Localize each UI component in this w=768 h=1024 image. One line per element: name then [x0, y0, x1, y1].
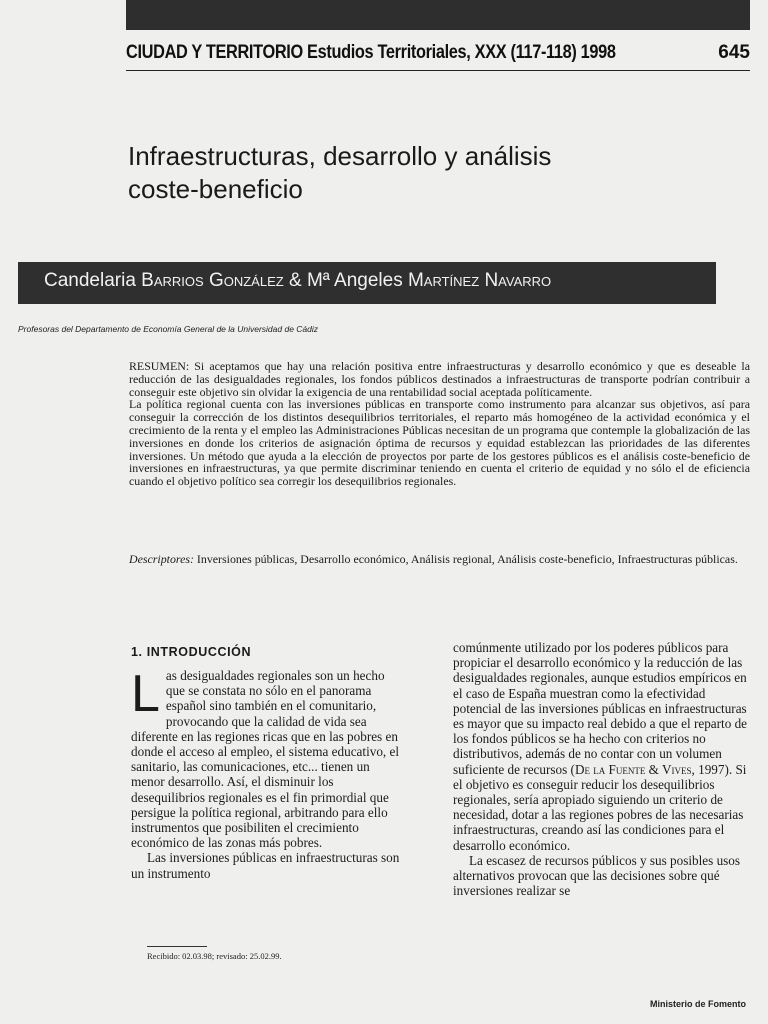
right-paragraph-1 [453, 640, 748, 853]
publisher-footer: Ministerio de Fomento [649, 999, 746, 1009]
abstract [129, 360, 750, 488]
author-1-first-name: Candelaria [44, 270, 142, 291]
running-header [126, 36, 750, 71]
authors-banner [18, 262, 716, 304]
page-number: 645 [718, 42, 750, 63]
abstract-paragraph-1: RESUMEN: Si aceptamos que hay una relación positiva entre infraestructuras y desarrollo económico y que es deseable la reducción de las desigualdades regionales, los fondos públicos destinados a infraestructuras de transporte podrían contribuir a conseguir este objetivo sin olvidar la exigencia de una rentabilidad social aceptada políticamente. [129, 359, 750, 399]
author-1-surname: Barrios González [141, 270, 284, 291]
intro-paragraph-2: Las inversiones públicas en infraestructuras son un instrumento [131, 850, 400, 881]
author-affiliation: Profesoras del Departamento de Economía General de la Universidad de Cádiz [18, 324, 319, 334]
abstract-paragraph-2: La política regional cuenta con las inversiones públicas en transporte como instrumento para alcanzar sus objetivos, así para conseguir la corrección de los distintos desequilibrios territoriales, el reparto más homogéneo de la actividad económica y el crecimiento de la renta y el empleo las Administraciones Públicas necesitan de un programa que contemple la globalización de las inversiones en donde los criterios de asignación óptima de recursos y equidad establezcan las prioridades de las diferentes inversiones. Un método que ayuda a la elección de proyectos por parte de los gestores públicos es el análisis coste-beneficio de inversiones en infraestructuras, ya que permite discriminar teniendo en cuenta el criterio de equidad y no sólo el de eficiencia cuando el objetivo político sea corregir los desequilibrios regionales. [129, 397, 750, 489]
right-paragraph-2: La escasez de recursos públicos y sus posibles usos alternativos provocan que las decisiones sobre qué inversiones realizar se [453, 852, 741, 899]
article-title-line-1: Infraestructuras, desarrollo y análisis [128, 141, 552, 171]
header-black-bar [126, 0, 750, 30]
body-column-left [131, 665, 404, 881]
intro-paragraph-1-text: as desigualdades regionales son un hecho que se constata no sólo en el panorama español sino también en el comunitario, provocando que la calidad de vida sea diferente en las regiones ricas que en las pobres en donde el acceso al empleo, el sistema educativo, el sanitario, las comunicaciones, etc... tienen un menor desarrollo. Así, el disminuir los desequilibrios regionales es el fin primordial que persigue la política regional, arbitrando para ello instrumentos que posibiliten el crecimiento económico de las zonas más pobres. [131, 668, 400, 851]
right-paragraph-1-text-b: , 1997). Si el objetivo es conseguir reducir los desequilibrios regionales, sería apropiado siguiendo un criterio de necesidad, dotar a las regiones pobres de las necesarias infraestructuras, creando así las condiciones para el desarrollo económico. [453, 761, 747, 853]
body-column-right [453, 640, 748, 898]
descriptors-label: Descriptores: [129, 552, 194, 566]
article-title [128, 140, 728, 206]
section-heading: 1. INTRODUCCIÓN [131, 645, 252, 659]
citation: De la Fuente & Vives [574, 761, 692, 777]
right-paragraph-1-text-a: comúnmente utilizado por los poderes públicos para propiciar el desarrollo económico y la reducción de las desigualdades regionales, aunque estudios empíricos en el caso de España muestran como la efectividad potencial de las inversiones públicas en infraestructuras es mayor que su impacto real debido a que el reparto de los fondos públicos se ha hecho con criterios no distributivos, además de no contar con un volumen suficiente de recursos ( [453, 640, 748, 777]
author-2-first-name: Mª Angeles [306, 270, 408, 291]
authors-separator: & [283, 270, 307, 291]
authors [44, 270, 551, 292]
intro-paragraph-1 [131, 665, 404, 851]
descriptors-text: Inversiones públicas, Desarrollo económico, Análisis regional, Análisis coste-beneficio, Infraestructuras públicas. [193, 552, 738, 566]
descriptors [129, 553, 750, 566]
article-title-line-2: coste-beneficio [128, 174, 303, 204]
journal-title: CIUDAD Y TERRITORIO Estudios Territoriales, XXX (117-118) 1998 [126, 42, 616, 63]
author-2-surname: Martínez Navarro [407, 270, 552, 291]
footnote-rule [147, 946, 207, 947]
footnote: Recibido: 02.03.98; revisado: 25.02.99. [147, 951, 282, 961]
drop-cap: L [131, 665, 160, 723]
